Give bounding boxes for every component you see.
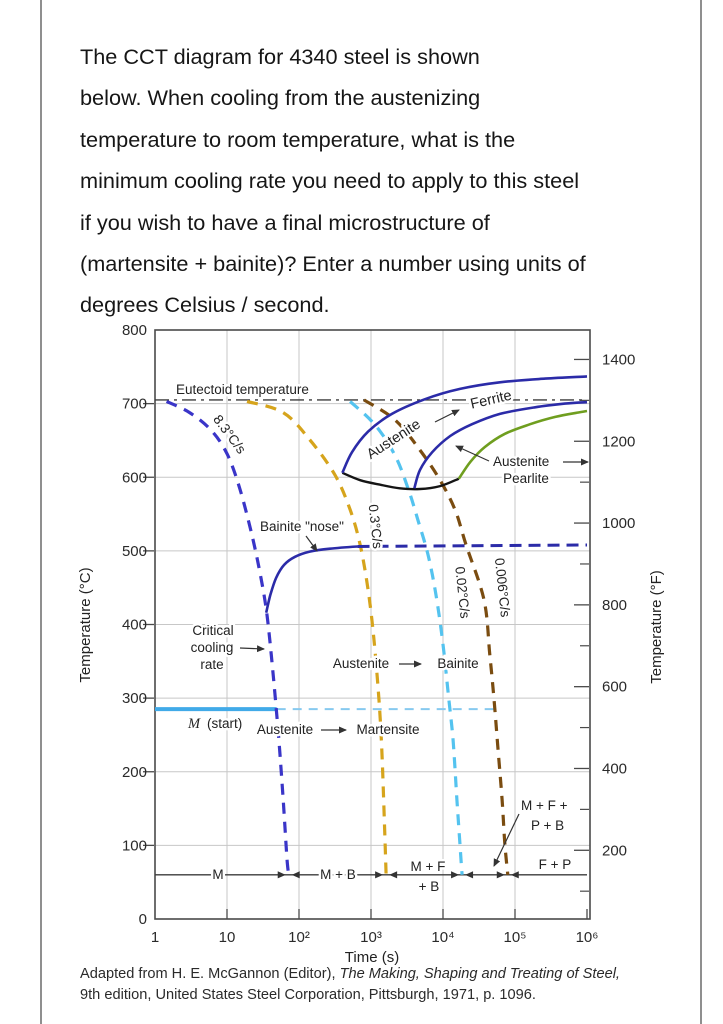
x-axis-tick-label: 10⁶ (575, 929, 599, 946)
chart-label: M + B (320, 867, 356, 882)
y-axis-tick-label-c: 300 (121, 690, 147, 708)
annotation-arrow (306, 536, 317, 551)
question-line: below. When cooling from the austenizing (80, 85, 481, 111)
chart-label: Austenite (256, 722, 314, 737)
series-bainite-start (266, 547, 357, 613)
series-cooling-8.3C-s (167, 401, 289, 874)
y-axis-tick-label-c: 800 (121, 322, 147, 339)
y-axis-tick-label-c: 700 (121, 395, 147, 413)
region-boundary-arrow-right (278, 871, 286, 878)
region-boundary-arrow-left (465, 871, 473, 878)
annotation-arrow (435, 410, 459, 422)
series-bainite-start-dashed (358, 545, 587, 546)
question-text (80, 36, 690, 326)
left-border-rule (40, 0, 42, 1024)
chart-label: Ferrite (468, 387, 514, 413)
series-cooling-0.3C-s (247, 401, 386, 874)
region-boundary-arrow-left (292, 871, 300, 878)
y-axis-tick-label-f: 1000 (602, 515, 636, 533)
chart-label: 0.02°C/s (452, 565, 473, 620)
y-axis-tick-label-c: 400 (121, 616, 147, 634)
chart-label: M + F + (521, 798, 568, 813)
y-axis-tick-label-f: 1400 (602, 351, 636, 369)
question-line: minimum cooling rate you need to apply to this steel (80, 168, 580, 194)
y-axis-tick-label-f: 400 (602, 760, 628, 778)
x-axis-tick-label: 10² (288, 929, 310, 946)
chart-label: Bainite "nose" (260, 519, 344, 534)
y-axis-tick-label-c: 100 (121, 837, 147, 855)
x-axis-tick-label: 10⁵ (503, 929, 527, 946)
region-boundary-arrow-right (451, 871, 459, 878)
chart-label: rate (200, 657, 224, 672)
figure-caption (80, 964, 712, 1006)
caption-line1: Adapted from H. E. McGannon (Editor), The Making, Shaping and Treating of Steel, (80, 966, 620, 982)
y-axis-tick-label-c: 600 (121, 469, 147, 487)
region-boundary-arrow-right (375, 871, 383, 878)
series-lower-boundary-black (342, 473, 458, 489)
x-axis-tick-label: 10 (218, 929, 236, 946)
chart-label: M + F (410, 859, 446, 874)
question-line: temperature to room temperature, what is the (80, 126, 516, 152)
chart-label: 8.3°C/s (210, 412, 249, 457)
chart-label: M (212, 867, 224, 882)
chart-label: Temperature (°F) (648, 570, 665, 684)
annotation-arrow (240, 648, 264, 649)
chart-label: Bainite (437, 656, 479, 671)
series-cooling-0.006C-s (364, 400, 508, 875)
cct-chart (60, 318, 720, 966)
question-line: (martensite + bainite)? Enter a number using units of (80, 251, 586, 277)
chart-label: P + B (531, 818, 565, 833)
chart-label: cooling (190, 640, 234, 655)
region-boundary-arrow-left (389, 871, 397, 878)
caption-line2: 9th edition, United States Steel Corporation, Pittsburgh, 1971, p. 1096. (80, 987, 536, 1003)
chart-label: Time (s) (344, 949, 400, 966)
chart-label: Martensite (356, 722, 420, 737)
chart-label: Eutectoid temperature (176, 382, 309, 397)
chart-label: Critical (192, 623, 234, 638)
x-axis-tick-label: 1 (150, 929, 160, 946)
y-axis-tick-label-c: 500 (121, 542, 147, 560)
series-cooling-0.02C-s (350, 401, 462, 874)
y-axis-tick-label-f: 800 (602, 596, 628, 614)
chart-label: M (187, 716, 201, 732)
y-axis-tick-label-f: 600 (602, 678, 628, 696)
x-axis-tick-label: 10⁴ (431, 929, 455, 946)
chart-label: Austenite (364, 416, 424, 463)
y-axis-tick-label-c: 0 (138, 911, 147, 928)
chart-label: Austenite (493, 454, 550, 469)
region-boundary-arrow-right (497, 871, 505, 878)
chart-label: 0.3°C/s (365, 503, 386, 550)
y-axis-tick-label-c: 200 (121, 763, 147, 781)
y-axis-tick-label-f: 1200 (602, 433, 636, 451)
cct-diagram-figure (60, 318, 720, 966)
chart-label: Austenite (332, 656, 390, 671)
question-line: degrees Celsius / second. (80, 292, 330, 318)
question-line: The CCT diagram for 4340 steel is shown (80, 44, 480, 69)
chart-label: 0.006°C/s (491, 557, 514, 618)
y-axis-tick-label-f: 200 (602, 842, 628, 860)
question-line: if you wish to have a final microstructure of (80, 209, 490, 235)
chart-label: Pearlite (503, 471, 549, 486)
chart-label: Temperature (°C) (77, 567, 94, 683)
x-axis-tick-label: 10³ (360, 929, 382, 946)
chart-label: + B (418, 879, 440, 894)
chart-label: (start) (207, 716, 243, 731)
chart-label: F + P (538, 857, 572, 872)
